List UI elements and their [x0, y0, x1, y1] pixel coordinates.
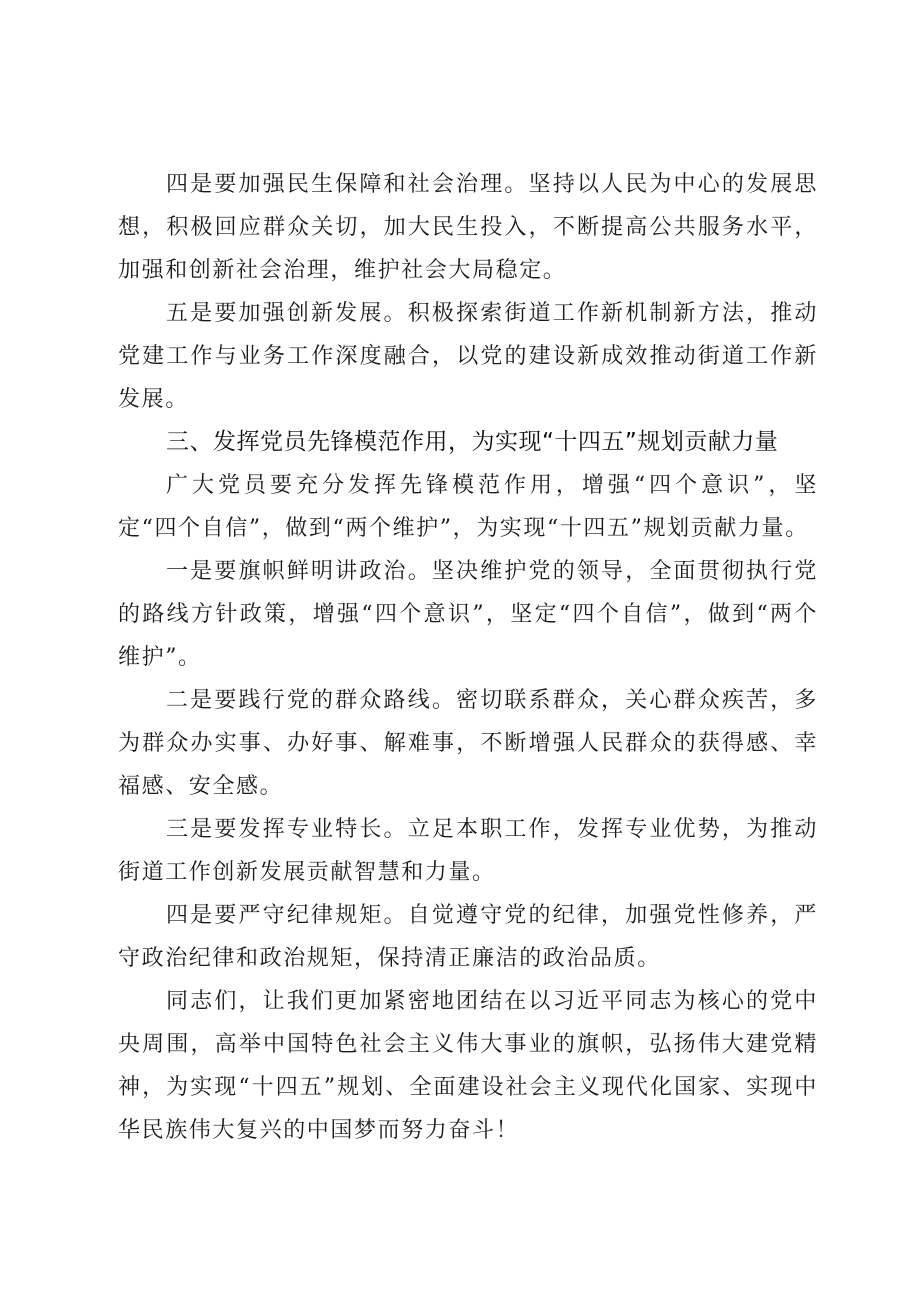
paragraph-innovation: 五是要加强创新发展。积极探索街道工作新机制新方法，推动党建工作与业务工作深度融合，以党的建设新成效推动街道工作新发展。 — [118, 301, 818, 412]
paragraph-discipline: 四是要严守纪律规矩。自觉遵守党的纪律，加强党性修养，严守政治纪律和政治规矩，保持清正廉洁的政治品质。 — [118, 903, 818, 971]
paragraph-livelihood: 四是要加强民生保障和社会治理。坚持以人民为中心的发展思想，积极回应群众关切，加大民生投入，不断提高公共服务水平，加强和创新社会治理，维护社会大局稳定。 — [118, 172, 818, 283]
paragraph-party-members: 广大党员要充分发挥先锋模范作用，增强“四个意识”，坚定“四个自信”，做到“两个维护”，为实现“十四五”规划贡献力量。 — [118, 473, 818, 541]
paragraph-closing: 同志们，让我们更加紧密地团结在以习近平同志为核心的党中央周围，高举中国特色社会主义伟大事业的旗帜，弘扬伟大建党精神，为实现“十四五”规划、全面建设社会主义现代化国家、实现中华民族伟大复兴的中国梦而努力奋斗！ — [118, 989, 818, 1143]
paragraph-mass-line: 二是要践行党的群众路线。密切联系群众，关心群众疾苦，多为群众办实事、办好事、解难事，不断增强人民群众的获得感、幸福感、安全感。 — [118, 688, 818, 799]
document-body — [118, 163, 818, 1152]
section-heading-three: 三、发挥党员先锋模范作用，为实现“十四五”规划贡献力量 — [166, 429, 779, 455]
paragraph-politics: 一是要旗帜鲜明讲政治。坚决维护党的领导，全面贯彻执行党的路线方针政策，增强“四个意识”，坚定“四个自信”，做到“两个维护”。 — [118, 559, 818, 670]
paragraph-expertise: 三是要发挥专业特长。立足本职工作，发挥专业优势，为推动街道工作创新发展贡献智慧和力量。 — [118, 817, 818, 885]
